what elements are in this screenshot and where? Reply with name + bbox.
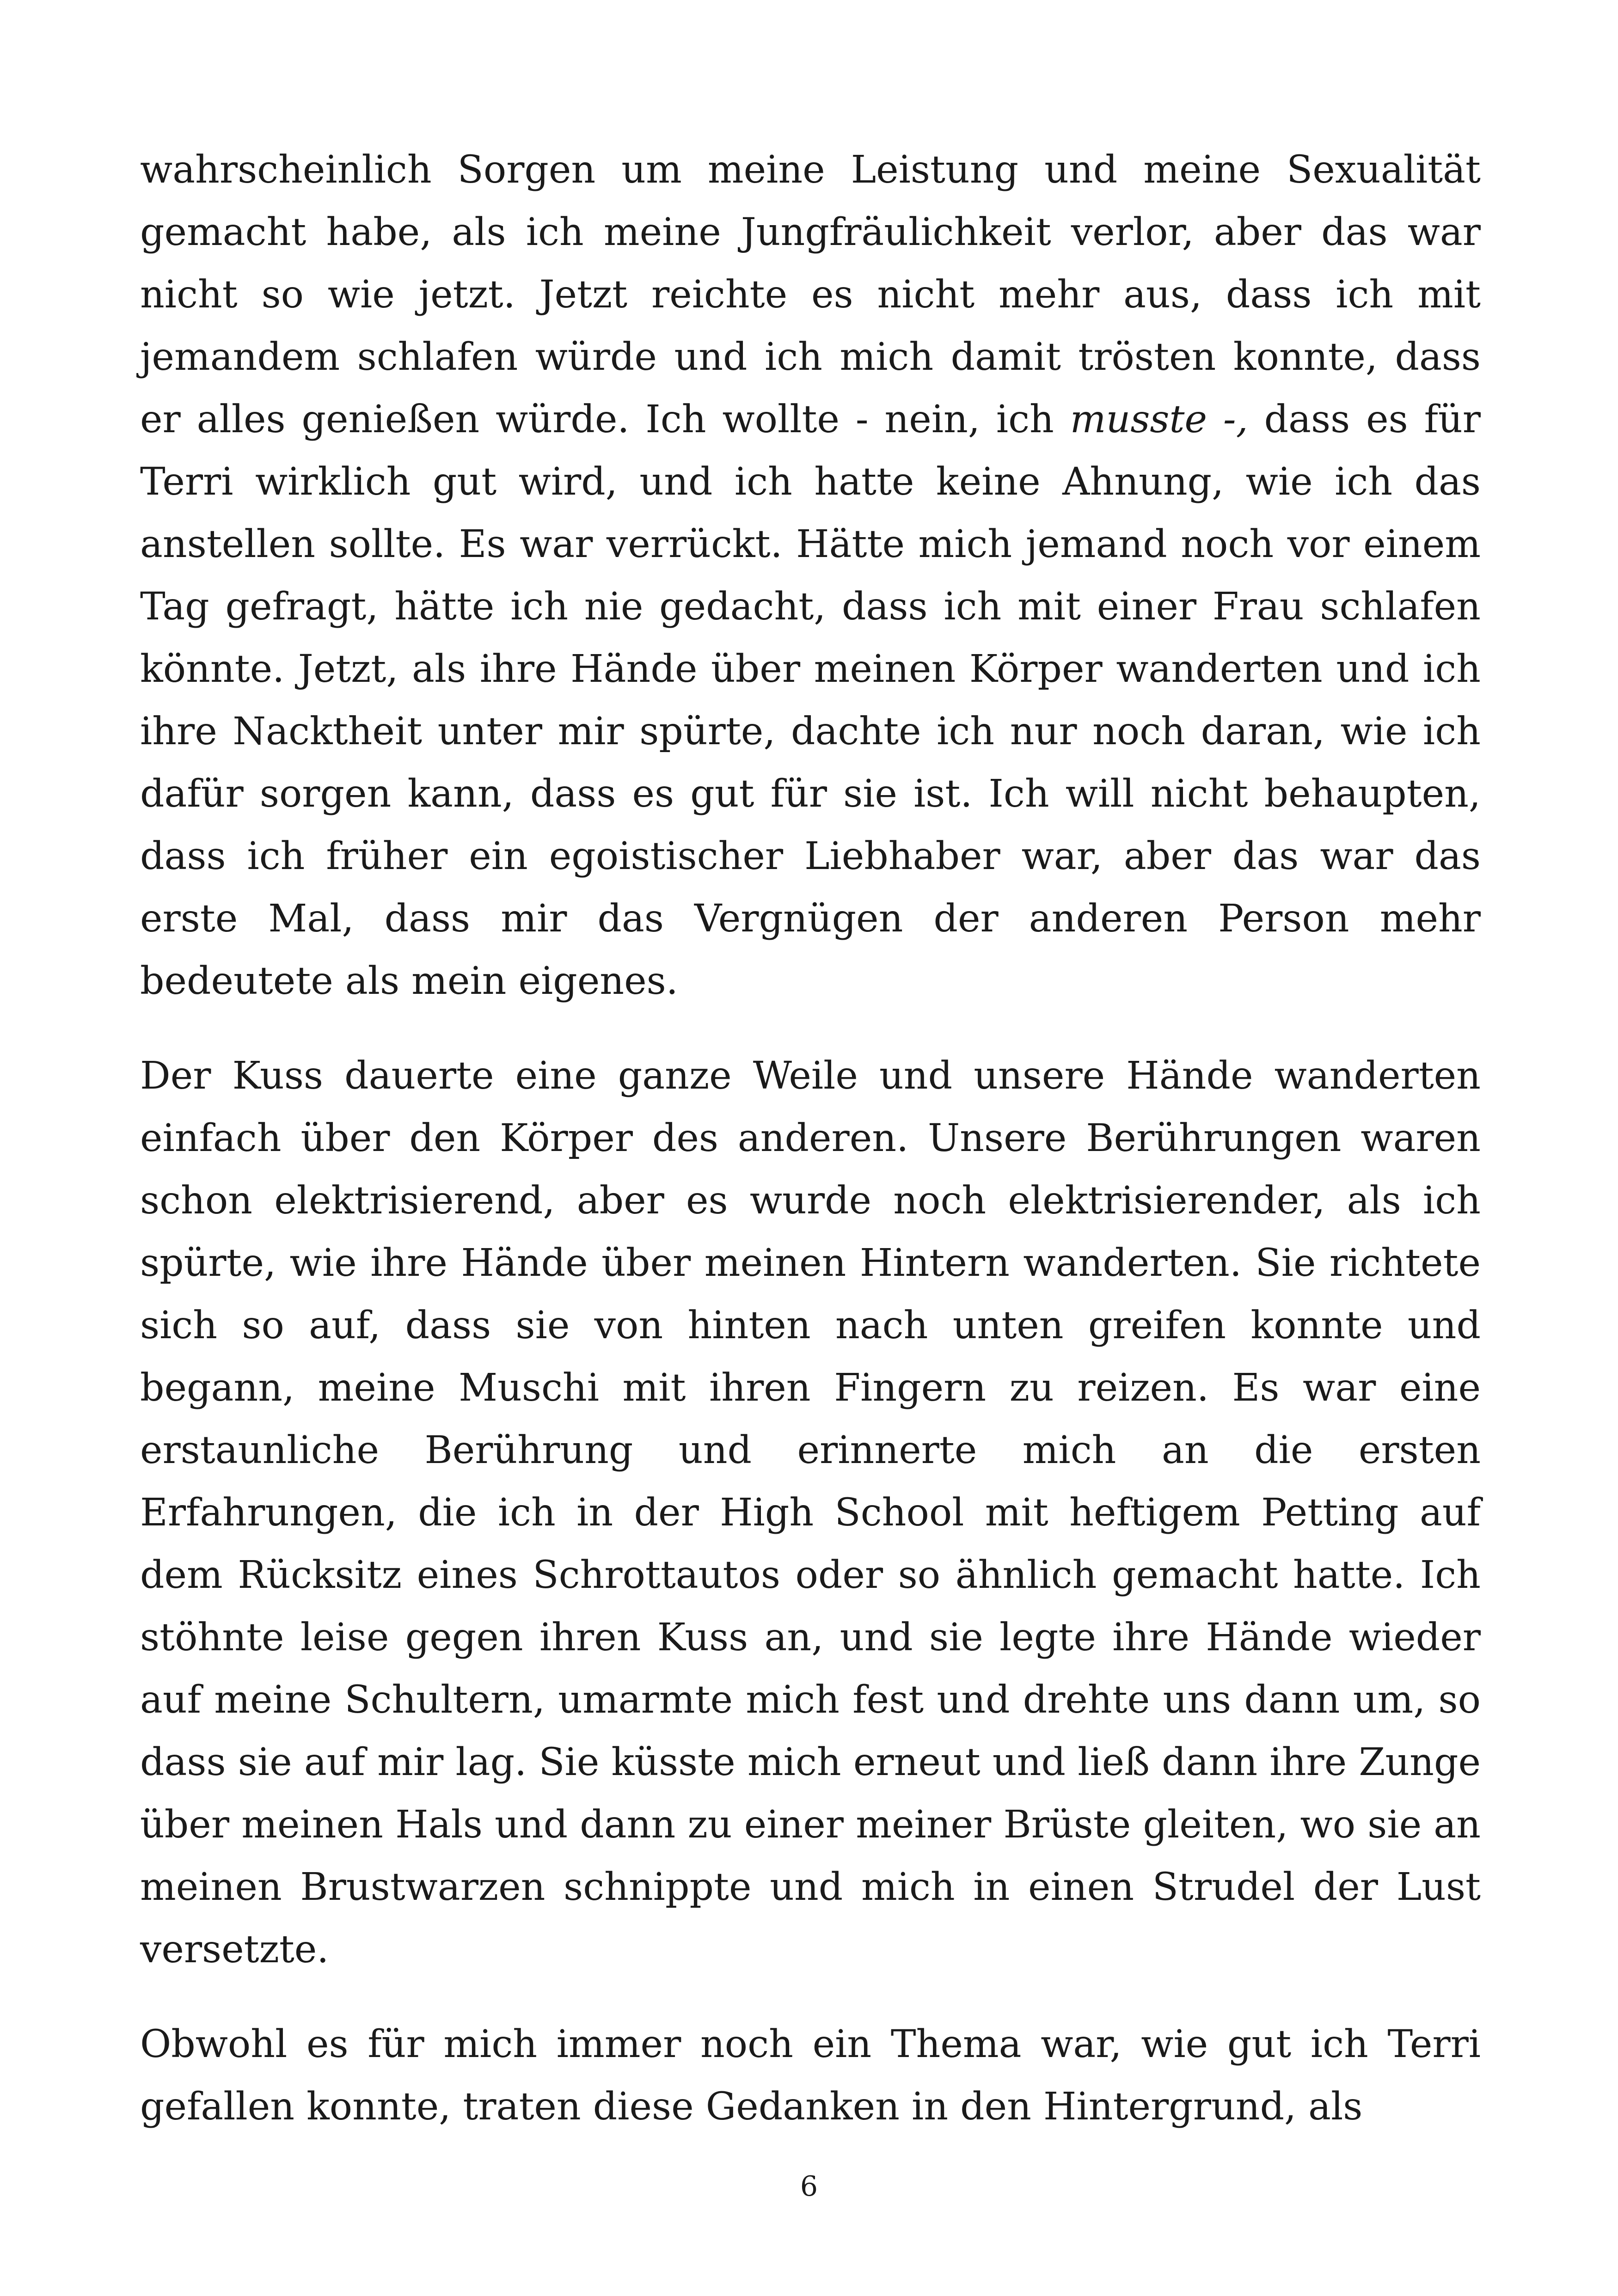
body-text <box>140 139 1481 2138</box>
paragraph-1 <box>140 139 1481 1012</box>
page-number: 6 <box>800 2170 818 2203</box>
paragraph-1-text-end: dass es für Terri wirklich gut wird, und ich hatte keine Ahnung, wie ich das anstellen sollte. Es war verrückt. Hätte mich jemand noch vor einem Tag gefragt, hätte ich nie gedacht, dass ich mit einer Frau schlafen könnte. Jetzt, als ihre Hände über meinen Körper wanderten und ich ihre Nacktheit unter mir spürte, dachte ich nur noch daran, wie ich dafür sorgen kann, dass es gut für sie ist. Ich will nicht behaupten, dass ich früher ein egoistischer Liebhaber war, aber das war das erste Mal, dass mir das Vergnügen der anderen Person mehr bedeutete als mein eigenes. <box>140 398 1481 1003</box>
paragraph-3: Obwohl es für mich immer noch ein Thema war, wie gut ich Terri gefallen konnte, traten diese Gedanken in den Hintergrund, als <box>140 2022 1481 2129</box>
paragraph-2: Der Kuss dauerte eine ganze Weile und unsere Hände wanderten einfach über den Körper des anderen. Unsere Berührungen waren schon elektrisierend, aber es wurde noch elektrisierender, als ich spürte, wie ihre Hände über meinen Hintern wanderten. Sie richtete sich so auf, dass sie von hinten nach unten greifen konnte und begann, meine Muschi mit ihren Fingern zu reizen. Es war eine erstaunliche Berührung und erinnerte mich an die ersten Erfahrungen, die ich in der High School mit heftigem Petting auf dem Rücksitz eines Schrottautos oder so ähnlich gemacht hatte. Ich stöhnte leise gegen ihren Kuss an, und sie legte ihre Hände wieder auf meine Schultern, umarmte mich fest und drehte uns dann um, so dass sie auf mir lag. Sie küsste mich erneut und ließ dann ihre Zunge über meinen Hals und dann zu einer meiner Brüste gleiten, wo sie an meinen Brustwarzen schnippte und mich in einen Strudel der Lust versetzte. <box>140 1054 1481 1971</box>
paragraph-1-emphasis: musste -, <box>1070 398 1248 441</box>
paragraph-1-text-start: wahrscheinlich Sorgen um meine Leistung und meine Sexualität gemacht habe, als ich meine Jungfräulichkeit verlor, aber das war nicht so wie jetzt. Jetzt reichte es nicht mehr aus, dass ich mit jemandem schlafen würde und ich mich damit trösten konnte, dass er alles genießen würde. Ich wollte - nein, ich <box>140 148 1481 441</box>
